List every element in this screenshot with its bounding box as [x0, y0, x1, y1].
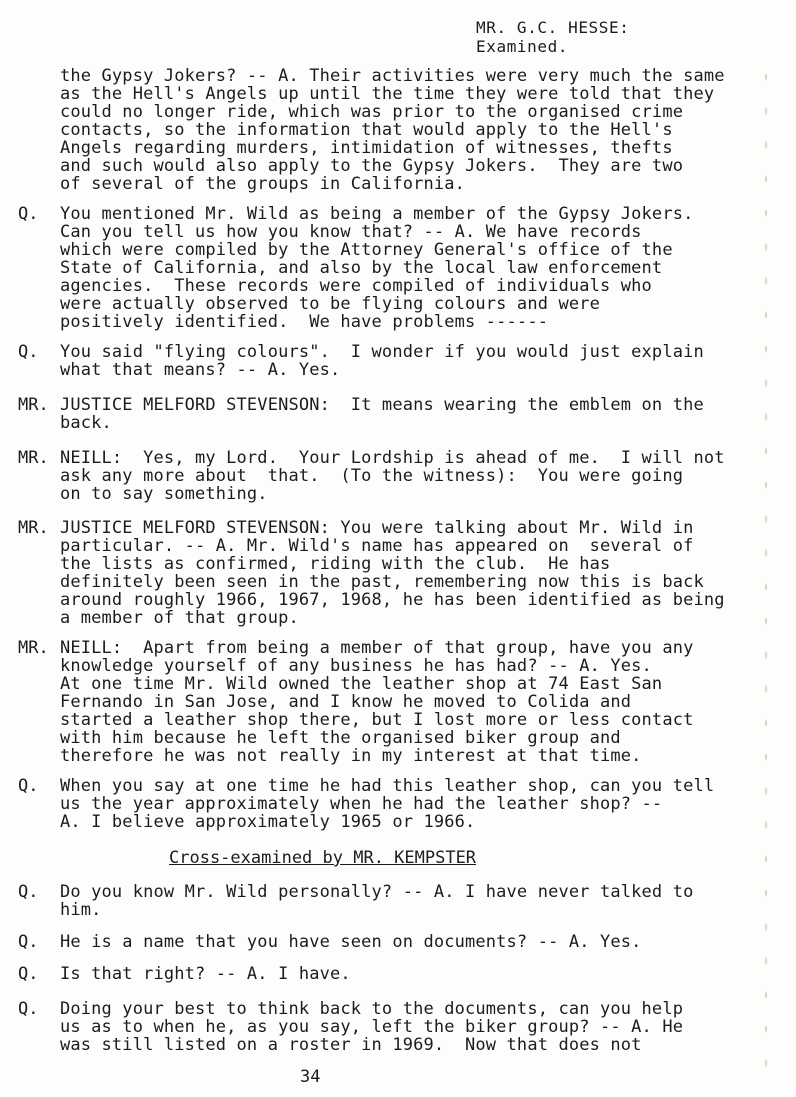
- text-line: particular. -- A. Mr. Wild's name has appeared on several of: [60, 536, 694, 556]
- text-line: as the Hell's Angels up until the time they were told that they: [60, 84, 715, 104]
- speaker-label: Q.: [18, 932, 39, 952]
- margin-scan-marks: [760, 60, 772, 1080]
- text-line: A. I believe approximately 1965 or 1966.: [60, 812, 476, 832]
- text-line: was still listed on a roster in 1969. Now that does not: [60, 1035, 642, 1055]
- text-line: around roughly 1966, 1967, 1968, he has been identified as being: [60, 590, 725, 610]
- text-line: Angels regarding murders, intimidation of witnesses, thefts: [60, 138, 673, 158]
- text-line: When you say at one time he had this leather shop, can you tell: [60, 776, 715, 796]
- text-line: JUSTICE MELFORD STEVENSON: You were talking about Mr. Wild in: [60, 518, 694, 538]
- speaker-label: Q.: [18, 342, 39, 362]
- speaker-label: Q.: [18, 964, 39, 984]
- text-line: what that means? -- A. Yes.: [60, 360, 341, 380]
- text-line: Fernando in San Jose, and I know he moved to Colida and: [60, 692, 632, 712]
- text-line: on to say something.: [60, 484, 268, 504]
- text-line: Is that right? -- A. I have.: [60, 964, 351, 984]
- text-line: the lists as confirmed, riding with the club. He has: [60, 554, 611, 574]
- text-line: He is a name that you have seen on documents? -- A. Yes.: [60, 932, 642, 952]
- speaker-label: MR.: [18, 518, 49, 538]
- text-line: of several of the groups in California.: [60, 174, 466, 194]
- text-line: definitely been seen in the past, remembering now this is back: [60, 572, 704, 592]
- page-header: [476, 18, 630, 56]
- speaker-label: MR.: [18, 395, 49, 415]
- text-line: NEILL: Apart from being a member of that group, have you any: [60, 638, 694, 658]
- text-line: therefore he was not really in my interest at that time.: [60, 746, 642, 766]
- text-line: You said "flying colours". I wonder if you would just explain: [60, 342, 704, 362]
- text-line: JUSTICE MELFORD STEVENSON: It means wearing the emblem on the: [60, 395, 704, 415]
- text-line: NEILL: Yes, my Lord. Your Lordship is ahead of me. I will not: [60, 448, 725, 468]
- header-witness-name: MR. G.C. HESSE:: [476, 18, 630, 37]
- text-line: ask any more about that. (To the witness): You were going: [60, 466, 684, 486]
- text-line: him.: [60, 900, 102, 920]
- text-line: You mentioned Mr. Wild as being a member of the Gypsy Jokers.: [60, 204, 694, 224]
- cross-examination-heading: Cross-examined by MR. KEMPSTER: [169, 848, 477, 868]
- text-line: a member of that group.: [60, 608, 299, 628]
- text-line: State of California, and also by the local law enforcement: [60, 258, 663, 278]
- text-line: positively identified. We have problems ------: [60, 312, 549, 332]
- speaker-label: Q.: [18, 204, 39, 224]
- header-status: Examined.: [476, 37, 569, 56]
- text-line: Doing your best to think back to the documents, can you help: [60, 999, 684, 1019]
- text-line: knowledge yourself of any business he has had? -- A. Yes.: [60, 656, 652, 676]
- speaker-label: Q.: [18, 999, 39, 1019]
- text-line: agencies. These records were compiled of individuals who: [60, 276, 652, 296]
- text-line: At one time Mr. Wild owned the leather shop at 74 East San: [60, 674, 663, 694]
- text-line: us the year approximately when he had the leather shop? --: [60, 794, 663, 814]
- speaker-label: MR.: [18, 638, 49, 658]
- text-line: contacts, so the information that would apply to the Hell's: [60, 120, 673, 140]
- text-line: could no longer ride, which was prior to the organised crime: [60, 102, 684, 122]
- text-line: back.: [60, 413, 112, 433]
- text-line: started a leather shop there, but I lost more or less contact: [60, 710, 694, 730]
- text-line: Can you tell us how you know that? -- A. We have records: [60, 222, 642, 242]
- speaker-label: Q.: [18, 776, 39, 796]
- text-line: with him because he left the organised biker group and: [60, 728, 621, 748]
- speaker-label: Q.: [18, 882, 39, 902]
- text-line: and such would also apply to the Gypsy Jokers. They are two: [60, 156, 684, 176]
- speaker-label: MR.: [18, 448, 49, 468]
- text-line: the Gypsy Jokers? -- A. Their activities were very much the same: [60, 66, 725, 86]
- text-line: us as to when he, as you say, left the biker group? -- A. He: [60, 1017, 684, 1037]
- text-line: Do you know Mr. Wild personally? -- A. I have never talked to: [60, 882, 694, 902]
- text-line: were actually observed to be flying colours and were: [60, 294, 601, 314]
- page-number: 34: [300, 1067, 321, 1087]
- text-line: which were compiled by the Attorney General's office of the: [60, 240, 673, 260]
